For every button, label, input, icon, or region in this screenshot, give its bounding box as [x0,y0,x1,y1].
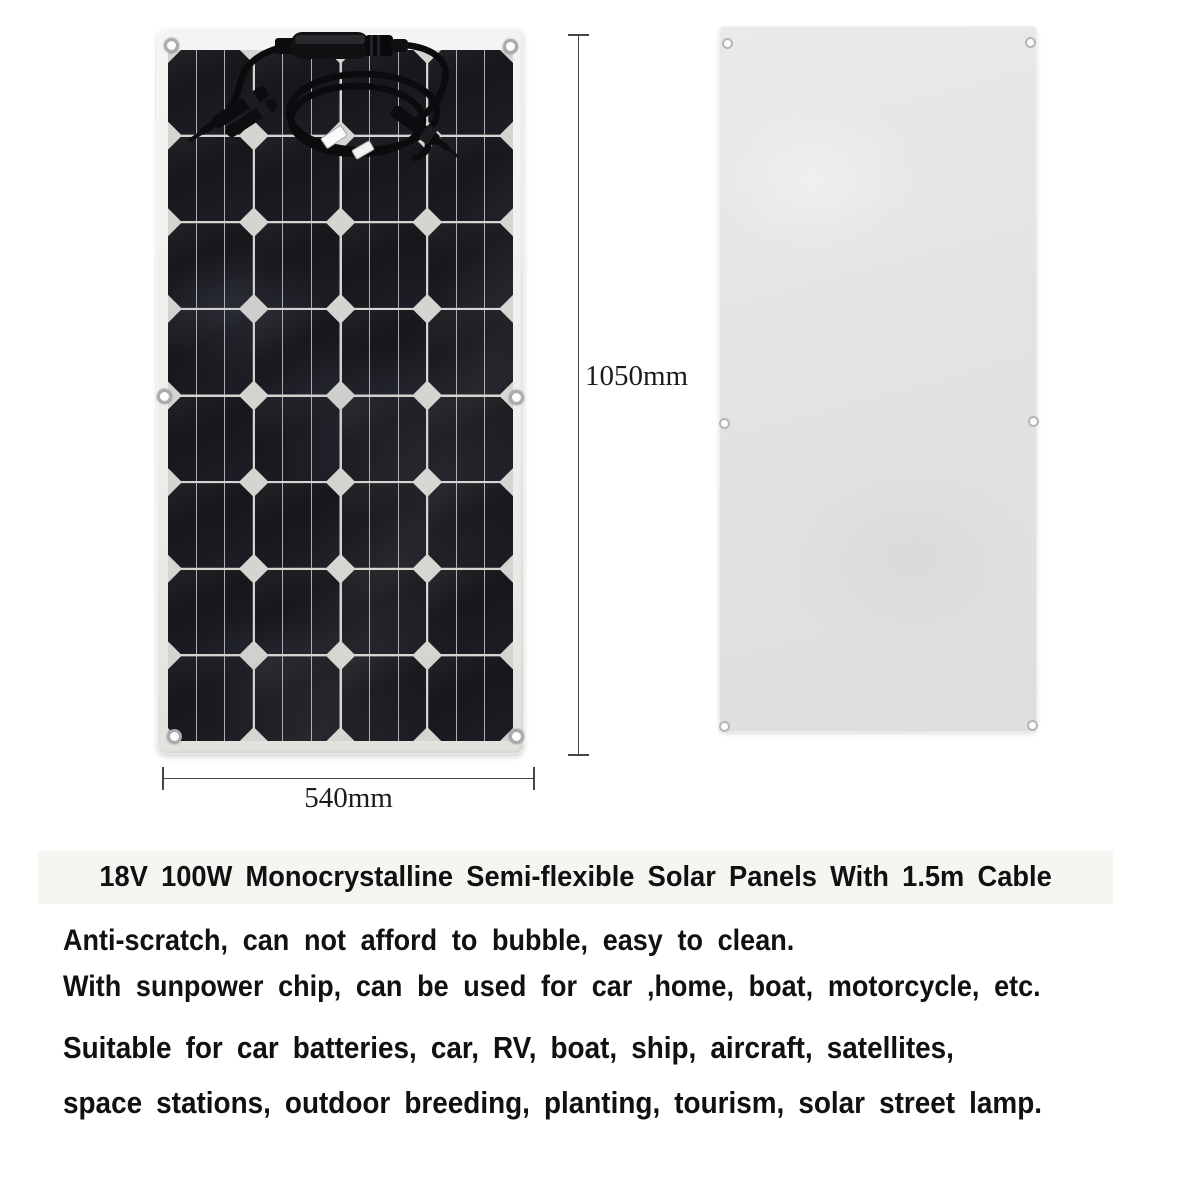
product-title: 18V 100W Monocrystalline Semi-flexible Solar Panels With 1.5m Cable [99,861,1052,893]
solar-panel-back [719,26,1037,732]
mounting-hole [719,418,730,429]
solar-cell [168,397,253,482]
mounting-hole [1027,720,1038,731]
mounting-hole [509,390,524,405]
mounting-hole [722,38,733,49]
mounting-hole [164,38,179,53]
mounting-hole [509,729,524,744]
width-dimension-label: 540mm [304,782,393,814]
solar-cell [428,570,513,655]
mounting-hole [157,389,172,404]
solar-cell [168,223,253,308]
solar-cell [255,310,340,395]
solar-cell [428,483,513,568]
solar-cell [168,483,253,568]
mc4-connector-left [183,81,280,160]
solar-cell [255,483,340,568]
solar-cell [428,310,513,395]
junction-box [275,32,408,59]
solar-cell [342,483,427,568]
width-dimension-line [162,778,535,779]
mounting-hole [503,39,518,54]
dimension-tick [568,754,589,756]
height-dimension-label: 1050mm [585,360,689,392]
solar-cell [342,570,427,655]
junction-box-and-cable [157,28,524,213]
solar-cell [255,397,340,482]
solar-cell [428,656,513,741]
solar-cell [428,397,513,482]
mounting-hole [719,721,730,732]
mounting-hole [1028,416,1039,427]
solar-cell [342,223,427,308]
product-title-strip [38,851,1113,904]
feature-line: Anti-scratch, can not afford to bubble, easy to clean. [63,924,795,957]
height-dimension-line [578,35,579,755]
mounting-hole [167,729,182,744]
solar-panel-front [157,28,524,754]
feature-line: Suitable for car batteries, car, RV, boat, ship, aircraft, satellites, [63,1030,954,1065]
mounting-hole [1025,37,1036,48]
solar-cell [255,223,340,308]
solar-cell [168,656,253,741]
solar-cell [255,656,340,741]
feature-line: space stations, outdoor breeding, planting, tourism, solar street lamp. [63,1085,1043,1120]
solar-cell [342,310,427,395]
feature-line: With sunpower chip, can be used for car ,home, boat, motorcycle, etc. [63,970,1041,1003]
solar-cell [168,570,253,655]
solar-cell [168,310,253,395]
dimension-tick [568,34,589,36]
solar-cell [342,656,427,741]
solar-cell [342,397,427,482]
solar-cell [428,223,513,308]
solar-cell [255,570,340,655]
